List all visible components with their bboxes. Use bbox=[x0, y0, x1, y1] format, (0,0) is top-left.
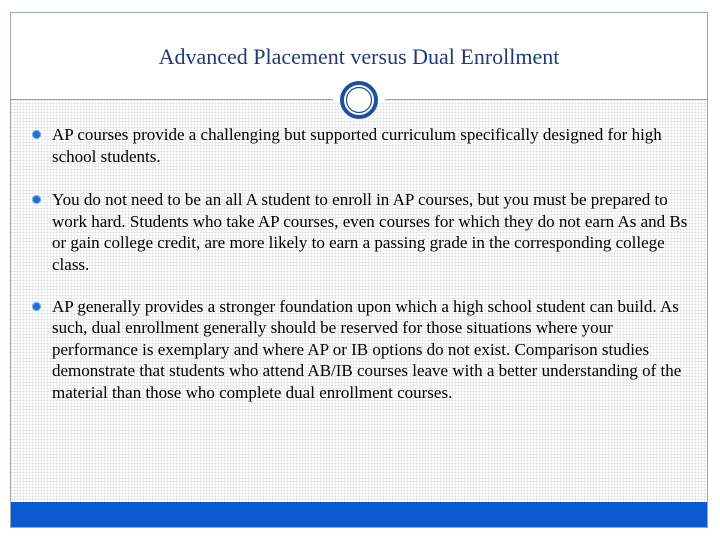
bullet-list bbox=[32, 124, 692, 426]
bullet-dot-icon bbox=[32, 195, 41, 204]
footer-accent-bar bbox=[11, 502, 707, 527]
circle-ornament-icon bbox=[339, 80, 379, 120]
list-item bbox=[32, 296, 692, 404]
bullet-dot-icon bbox=[32, 302, 41, 311]
bullet-dot-icon bbox=[32, 130, 41, 139]
bullet-text: AP courses provide a challenging but supported curriculum specifically designed for high school students. bbox=[52, 125, 662, 166]
list-item bbox=[32, 124, 692, 167]
slide-title: Advanced Placement versus Dual Enrollment bbox=[158, 44, 560, 69]
bullet-text: AP generally provides a stronger foundation upon which a high school student can build. As such, dual enrollment generally should be reserved for those situations where your performance is exemplary and where AP or IB options do not exist. Comparison studies demonstrate that students who attend AB/IB courses leave with a better understanding of the material than those who complete dual enrollment courses. bbox=[52, 296, 682, 402]
list-item bbox=[32, 189, 692, 275]
bullet-text: You do not need to be an all A student to enroll in AP courses, but you must be prepared to work hard. Students who take AP courses, even courses for which they do not earn As and Bs or gain college credit, are more likely to earn a passing grade in the corresponding college class. bbox=[52, 190, 688, 274]
